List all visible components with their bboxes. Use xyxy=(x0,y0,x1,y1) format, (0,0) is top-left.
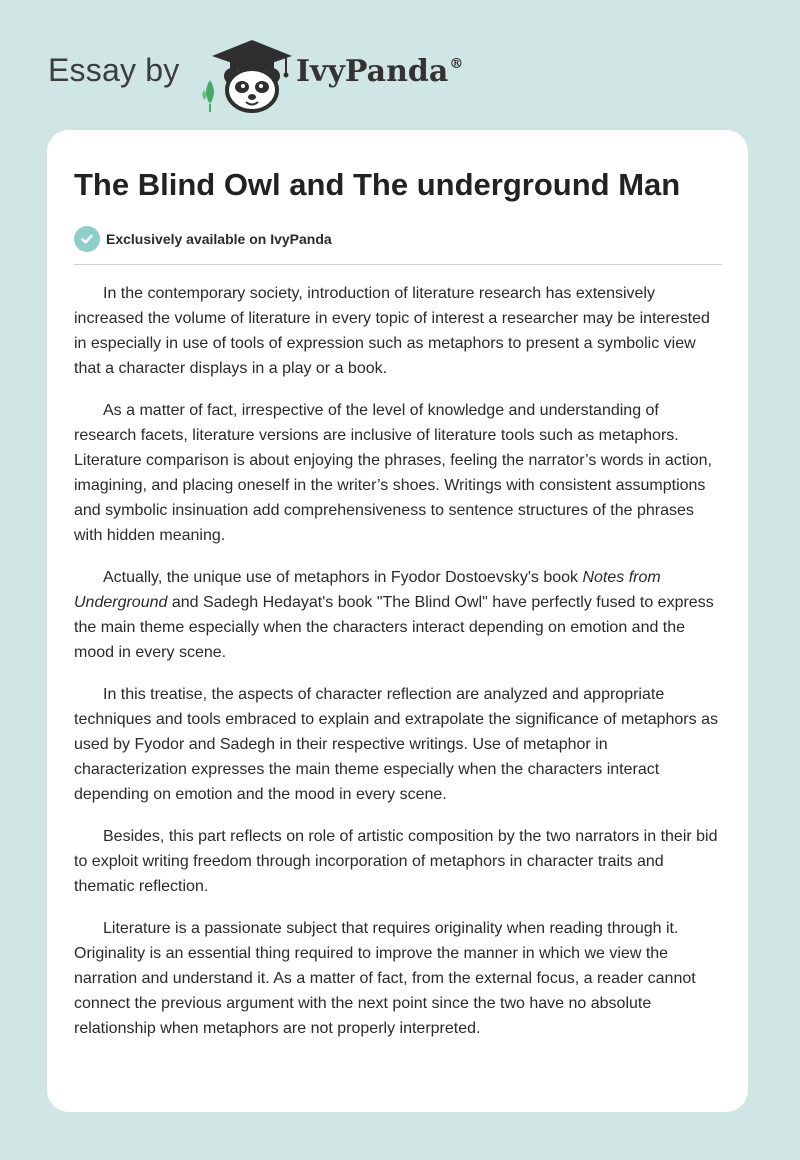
essay-paragraph xyxy=(74,398,724,548)
essay-paragraph xyxy=(74,682,724,807)
paragraph-text: and Sadegh Hedayat's book "The Blind Owl" have perfectly fused to express the main theme especially when the characters interact depending on emotion and the mood in every scene. xyxy=(74,594,714,661)
essay-body xyxy=(74,281,724,1041)
book-title-italic: Notes from Underground xyxy=(74,569,661,611)
essay-paragraph xyxy=(74,281,724,381)
paragraph-text: Literature is a passionate subject that requires originality when reading through it. Originality is an essential thing required to improve the manner in which we view the narration and understand it. As a matter of fact, from the external focus, a reader cannot connect the previous argument with the next point since the two have no absolute relationship when metaphors are not properly interpreted. xyxy=(74,920,696,1037)
paragraph-text: Actually, the unique use of metaphors in Fyodor Dostoevsky's book xyxy=(103,569,583,586)
exclusive-badge xyxy=(74,226,722,252)
paragraph-text: Besides, this part reflects on role of artistic composition by the two narrators in their bid to exploit writing freedom through incorporation of metaphors in character traits and thematic reflection. xyxy=(74,828,718,895)
paragraph-text: In this treatise, the aspects of character reflection are analyzed and appropriate techniques and tools embraced to explain and extrapolate the significance of metaphors as used by Fyodor and Sadegh in their respective writings. Use of metaphor in characterization expresses the main theme especially when the characters interact depending on emotion and the mood in every scene. xyxy=(74,686,718,803)
essay-paragraph xyxy=(74,824,724,899)
panda-graduate-icon xyxy=(200,34,296,114)
essay-paragraph xyxy=(74,916,724,1041)
registered-mark: ® xyxy=(449,56,464,72)
paragraph-text: In the contemporary society, introduction of literature research has extensively increased the volume of literature in every topic of interest a researcher may be interested in especially in use of tools of expression such as metaphors to present a symbolic view that a character displays in a play or a book. xyxy=(74,285,710,377)
checkmark-icon xyxy=(74,226,100,252)
exclusive-badge-label: Exclusively available on IvyPanda xyxy=(106,231,332,247)
paragraph-text: As a matter of fact, irrespective of the level of knowledge and understanding of research facets, literature versions are inclusive of literature tools such as metaphors. Literature comparison is about enjoying the phrases, feeling the narrator’s words in action, imagining, and placing oneself in the writer’s shoes. Writings with consistent assumptions and symbolic insinuation add comprehensiveness to sentence structures of the phrases with hidden meaning. xyxy=(74,402,712,544)
divider xyxy=(74,264,722,265)
site-header xyxy=(48,34,648,114)
essay-by-label: Essay by xyxy=(48,52,180,88)
page-title: The Blind Owl and The underground Man xyxy=(74,167,681,202)
essay-card xyxy=(47,130,748,1112)
brand-logo-text[interactable]: IvyPanda® xyxy=(296,54,464,89)
essay-paragraph xyxy=(74,565,724,665)
